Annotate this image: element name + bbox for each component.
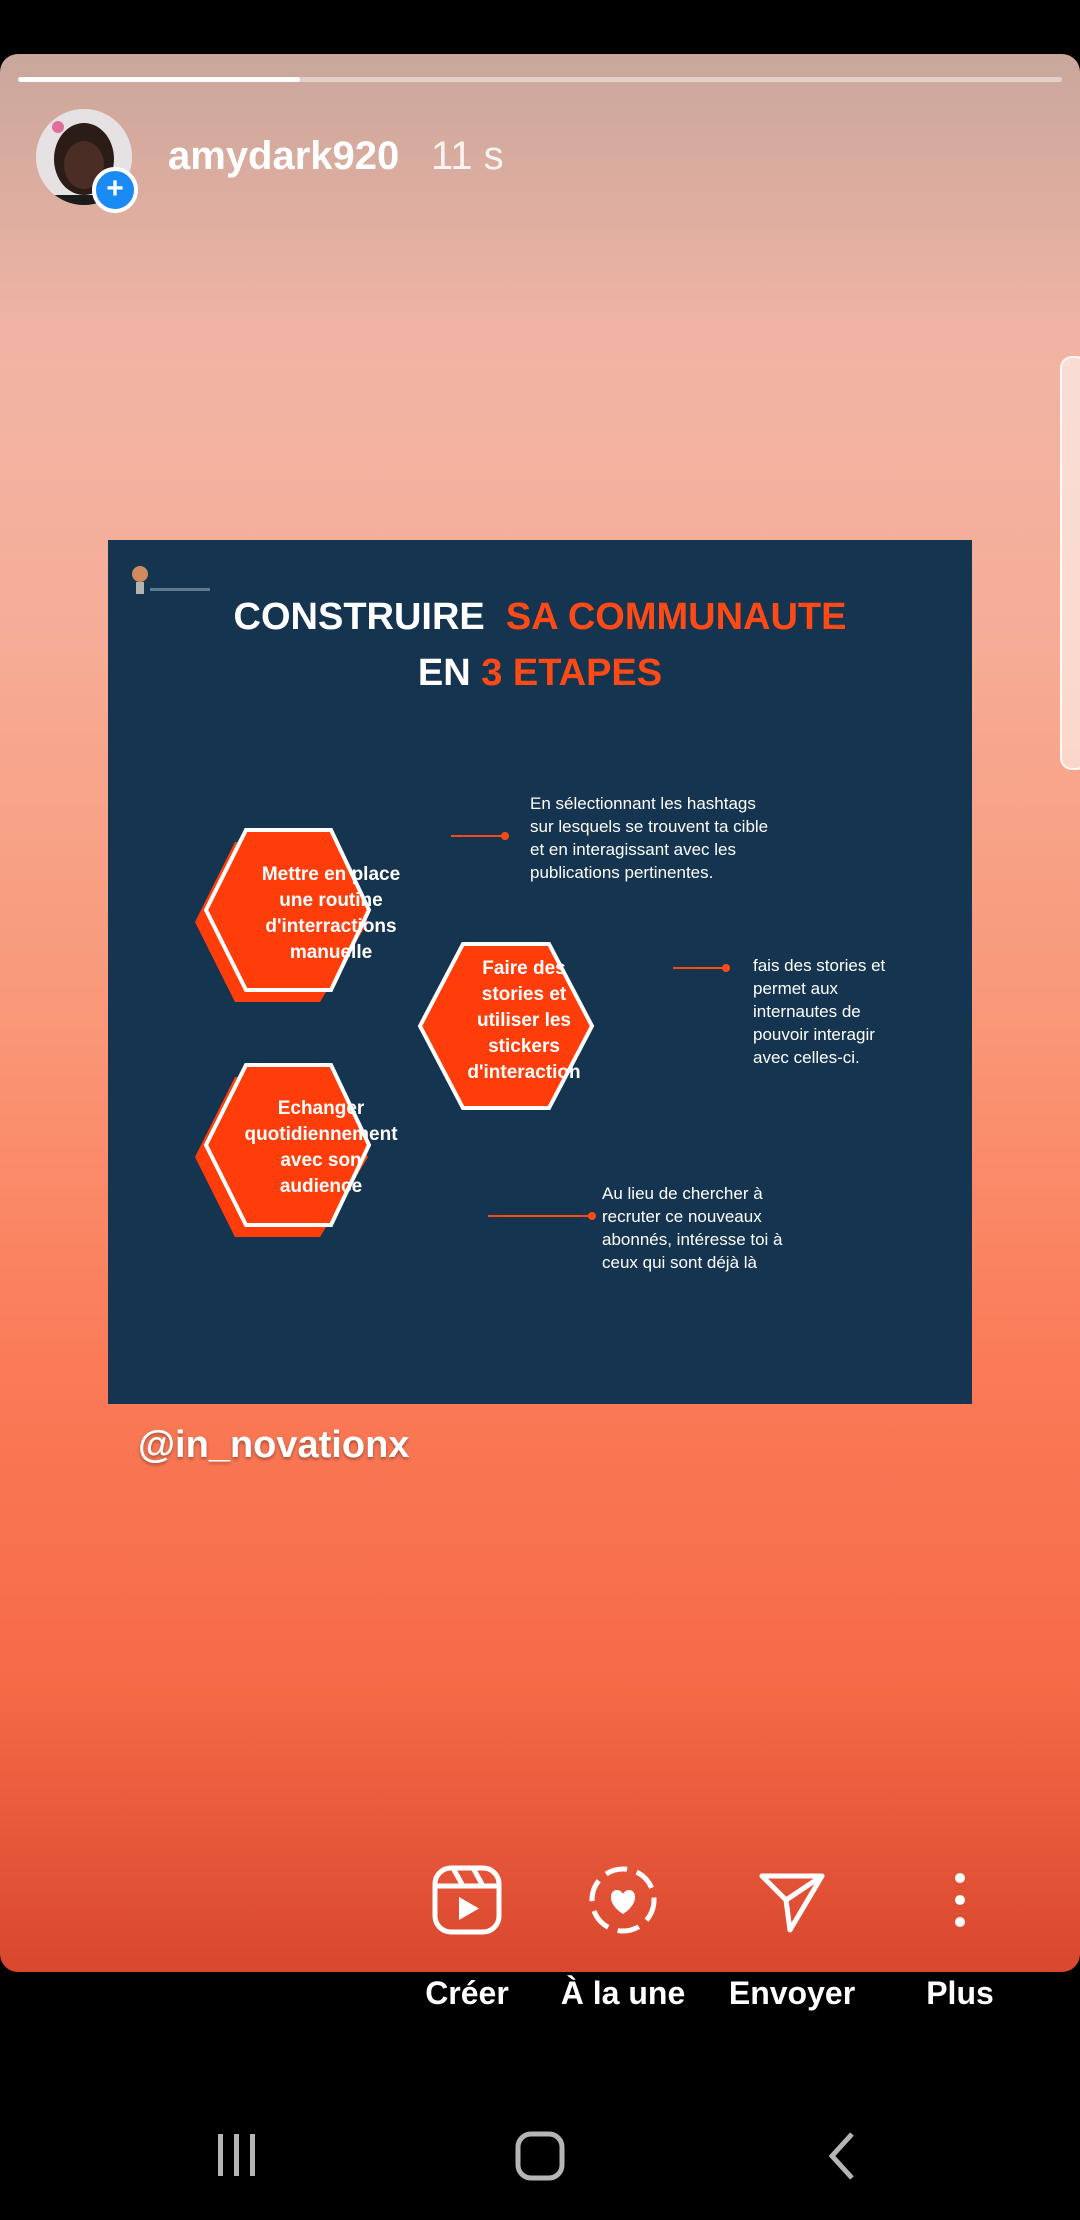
hexagon-text-line: quotidiennement: [244, 1124, 398, 1145]
description-line: et en interagissant avec les: [530, 840, 737, 859]
create-reels-button[interactable]: [392, 1864, 542, 1936]
hexagon-text-line: audience: [279, 1176, 363, 1197]
hexagon-text-line: Faire des: [482, 958, 566, 979]
description-line: Au lieu de chercher à: [602, 1184, 763, 1203]
title-white-part: EN: [417, 652, 471, 694]
send-icon: [756, 1864, 828, 1936]
more-label: Plus: [926, 1975, 994, 2011]
hexagon-text-line: Echanger: [277, 1098, 365, 1119]
description-line: ceux qui sont déjà là: [602, 1253, 757, 1272]
create-label: Créer: [425, 1975, 509, 2011]
description-line: permet aux: [753, 979, 839, 998]
description-line: publications pertinentes.: [530, 863, 714, 882]
step-3-description: [602, 1182, 842, 1274]
description-line: sur lesquels se trouvent ta cible: [530, 817, 769, 836]
hexagon-step-2-text: [438, 956, 610, 1086]
highlight-label: À la une: [560, 1975, 686, 2011]
more-vertical-icon: [924, 1864, 996, 1936]
home-icon[interactable]: [514, 2130, 566, 2182]
mention-sticker[interactable]: @in_novationx: [138, 1424, 410, 1466]
description-line: recruter ce nouveaux: [602, 1207, 762, 1226]
recent-apps-icon[interactable]: [212, 2130, 262, 2180]
hexagon-text-line: stickers: [488, 1036, 560, 1057]
hexagon-text-line: une routine: [279, 890, 383, 911]
description-line: En sélectionnant les hashtags: [530, 794, 756, 813]
story-timestamp: 11 s: [431, 134, 504, 178]
hexagon-text-line: manuelle: [289, 942, 373, 963]
hexagon-text-line: stories et: [481, 984, 567, 1005]
description-line: internautes de: [753, 1002, 861, 1021]
back-icon[interactable]: [822, 2130, 862, 2182]
description-line: abonnés, intéresse toi à: [602, 1230, 783, 1249]
story-username[interactable]: amydark920: [168, 134, 400, 178]
hexagon-step-1-text: [226, 862, 436, 966]
hexagon-text-line: utiliser les: [477, 1010, 571, 1031]
description-line: fais des stories et: [753, 956, 886, 975]
title-accent-part: 3 ETAPES: [481, 652, 663, 694]
side-panel-handle[interactable]: [1060, 356, 1080, 770]
story-progress-fill: [18, 77, 300, 82]
story-post-image: [108, 540, 972, 1404]
hexagon-text-line: d'interractions: [265, 916, 397, 937]
send-label: Envoyer: [728, 1975, 856, 2011]
hexagon-text-line: d'interaction: [467, 1062, 581, 1083]
send-button[interactable]: [717, 1864, 867, 1936]
title-white-part: CONSTRUIRE: [233, 596, 485, 638]
step-1-description: [530, 792, 830, 884]
more-button[interactable]: [885, 1864, 1035, 1936]
hexagon-text-line: Mettre en place: [261, 864, 401, 885]
story-viewer[interactable]: [0, 54, 1080, 1972]
title-accent-part: SA COMMUNAUTE: [505, 596, 847, 638]
system-navigation-bar: [0, 2090, 1080, 2220]
reels-icon: [431, 1864, 503, 1936]
hexagon-text-line: avec son: [280, 1150, 362, 1171]
hexagon-step-3-text: [216, 1096, 426, 1200]
description-line: avec celles-ci.: [753, 1048, 860, 1067]
add-story-plus-icon[interactable]: +: [92, 167, 138, 213]
story-progress-bar: [18, 77, 1062, 82]
highlight-heart-icon: [587, 1864, 659, 1936]
description-line: pouvoir interagir: [753, 1025, 875, 1044]
step-2-description: [753, 954, 953, 1069]
highlight-button[interactable]: [548, 1864, 698, 1936]
